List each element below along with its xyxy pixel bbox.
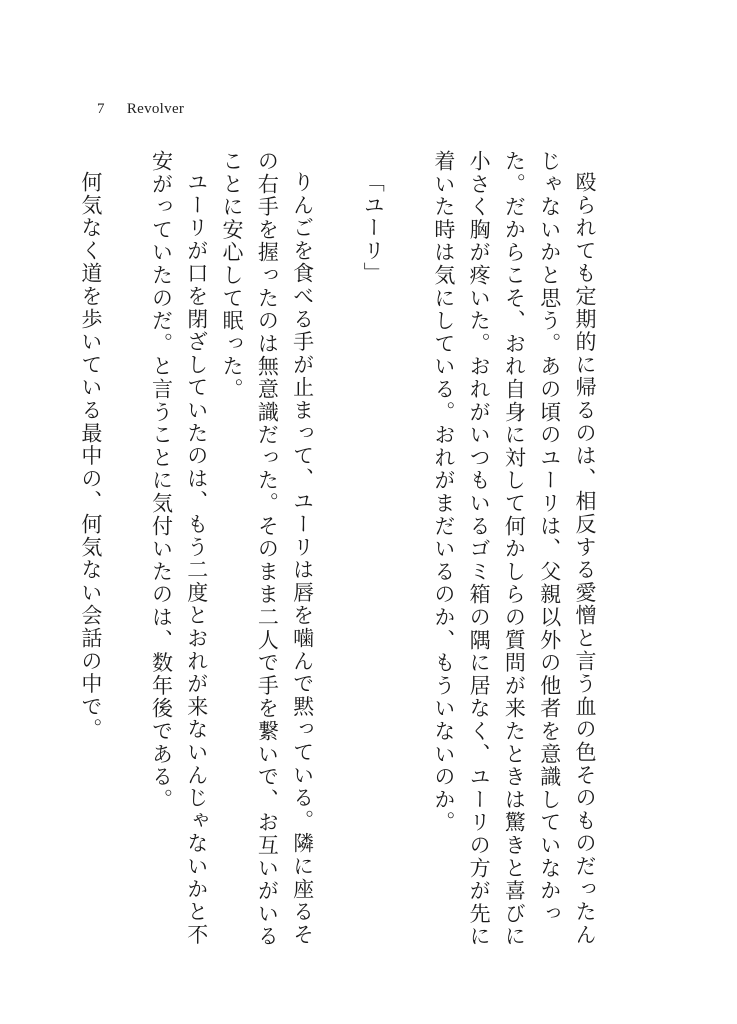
paragraph: 殴られても定期的に帰るのは、相反する愛憎と言う血の色そのものだったんじゃないかと思う。あの頃のユーリは、父親以外の他者を意識していなかった。だからこそ、おれ自身に対して何かしらの質問が来たときは驚きと喜びに小さく胸が疼いた。おれがいつもいるゴミ箱の隅に居なく、ユーリの方が先に着いた時は気にしている。おれがまだいるのか、もういないのか。 bbox=[431, 150, 597, 948]
blank-line bbox=[320, 150, 355, 950]
dialogue-line: 「ユーリ」 bbox=[361, 171, 386, 285]
paragraph: ユーリが口を閉ざしていたのは、もう二度とおれが来ないんじゃないかと不安がっていたのだ。と言うことに気付いたのは、数年後である。 bbox=[149, 150, 209, 947]
page-header bbox=[97, 101, 184, 118]
vertical-body-text bbox=[73, 150, 602, 950]
running-title: Revolver bbox=[126, 101, 185, 117]
paragraph: 何気なく道を歩いている最中の、何気ない会話の中で。 bbox=[78, 171, 103, 741]
blank-line bbox=[108, 150, 143, 950]
paragraph: りんごを食べる手が止まって、ユーリは唇を噛んで黙っている。隣に座るその右手を握ったのは無意識だった。そのまま二人で手を繋いで、お互いがいることに安心して眠った。 bbox=[220, 150, 315, 948]
blank-line bbox=[390, 150, 425, 950]
page-number: 7 bbox=[97, 101, 105, 117]
